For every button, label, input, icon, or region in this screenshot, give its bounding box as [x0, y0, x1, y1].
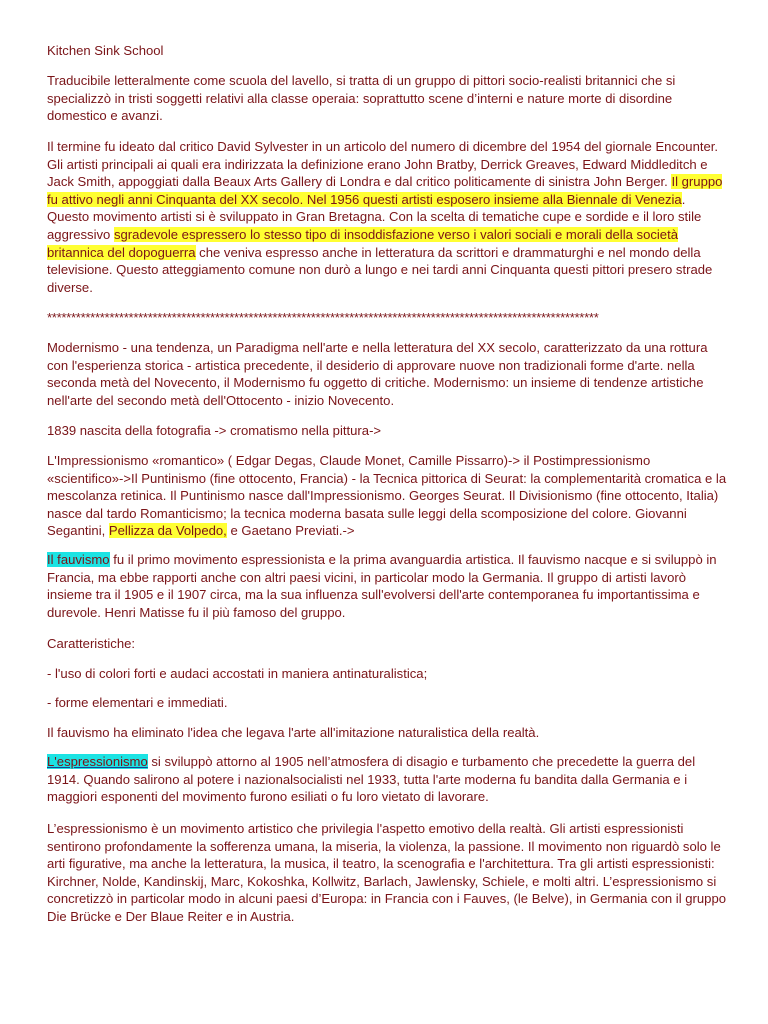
separator-line: *******************************************************************************************************************: [47, 310, 599, 325]
heading-caratteristiche: Caratteristiche:: [47, 636, 136, 651]
text-run: fu il primo movimento espressionista e la prima avanguardia artistica. Il fauvismo nacque e si sviluppò in Francia, ma ebbe rapporti anche con altri paesi vicini, in particolar modo la Germania. Il gruppo di artisti lavorò insieme tra il 1905 e il 1907 circa, ma la sua influenza sull'evolversi dell'arte contemporanea fu importantissima e durevole. Henri Matisse fu il più famoso del gruppo.: [47, 552, 717, 620]
text-run: . Questo movimento artisti si è sviluppato in Gran Bretagna. Con la scelta di tematiche cupe e sordide e il loro stile aggressivo: [47, 191, 702, 242]
highlighted-term: Il fauvismo: [47, 552, 110, 567]
paragraph-fauvismo-summary: Il fauvismo ha eliminato l'idea che legava l'arte all'imitazione naturalistica della realtà.: [47, 725, 540, 740]
paragraph-fauvismo: [47, 551, 727, 621]
paragraph-modernismo: Modernismo - una tendenza, un Paradigma nell'arte e nella letteratura del XX secolo, caratterizzato da una rottura con l'esperienza storica - artistica precedente, il desiderio di approvare nuove non tradizionali forme d'arte. nella seconda metà del Novecento, il Modernismo fu oggetto di critiche. Modernismo: un insieme di tendenze artistiche nell'arte del secondo metà dell'Ottocento - inizio Novecento.: [47, 340, 708, 408]
doc-title: Kitchen Sink School: [47, 43, 164, 58]
paragraph-impressionismo: [47, 452, 727, 540]
list-item-colori: - l'uso di colori forti e audaci accostati in maniera antinaturalistica;: [47, 666, 428, 681]
text-run: e Gaetano Previati.->: [226, 523, 355, 539]
highlighted-text: Il gruppo fu attivo negli anni Cinquanta del XX secolo. Nel 1956 questi artisti esposero insieme alla Biennale di Venezia: [47, 174, 723, 207]
paragraph-espressionismo-origin: [47, 753, 727, 806]
paragraph-kitchen-sink-history: [47, 138, 727, 296]
text-run: si sviluppò attorno al 1905 nell’atmosfera di disagio e turbamento che precedette la guerra del 1914. Quando salirono al potere i nazionalsocialisti nel 1933, tutta l'arte moderna fu bandita dalla Germania e i maggiori esponenti del movimento furono esiliati o fu loro vietato di lavorare.: [47, 754, 696, 805]
paragraph-fotografia: 1839 nascita della fotografia -> cromatismo nella pittura->: [47, 423, 382, 438]
paragraph-kitchen-sink-intro: Traducibile letteralmente come scuola del lavello, si tratta di un gruppo di pittori socio-realisti britannici che si specializzò in tristi soggetti relativi alla classe operaia: soprattutto scene d’interni e nature morte di disordine domestico e avanzi.: [47, 73, 676, 124]
highlighted-text: Pellizza da Volpedo,: [108, 523, 227, 539]
list-item-forme: - forme elementari e immediati.: [47, 695, 228, 710]
paragraph-espressionismo: L’espressionismo è un movimento artistico che privilegia l'aspetto emotivo della realtà. Gli artisti espressionisti sentirono profondamente la sofferenza umana, la miseria, la violenza, la passione. Il movimento non riguardò solo le arti figurative, ma anche la letteratura, la musica, il teatro, la scenografia e l'architettura. Tra gli artisti espressionisti: Kirchner, Nolde, Kandinskij, Marc, Kokoshka, Kollwitz, Barlach, Jawlensky, Schiele, e molti altri. L’espressionismo si concretizzò in particolar modo in alcuni paesi d’Europa: in Francia con i Fauves, (le Belve), in Germania con il gruppo Die Brücke e Der Blaue Reiter e in Austria.: [47, 821, 727, 924]
highlighted-text: sgradevole espressero lo stesso tipo di insoddisfazione verso i valori sociali e morali della società britannica del dopoguerra: [47, 226, 679, 260]
highlighted-term: L'espressionismo: [47, 754, 148, 769]
text-run: L'Impressionismo «romantico» ( Edgar Degas, Claude Monet, Camille Pissarro)-> il Postimpressionismo «scientifico»->Il Puntinismo (fine ottocento, Francia) - la Tecnica pittorica di Seurat: la complementarità cromatica e la mescolanza retinica. Il Puntinismo nasce dall'Impressionismo. Georges Seurat. Il Divisionismo (fine ottocento, Italia) nasce dal tardo Romanticismo; la tecnica moderna basata sulle leggi della scomposizione del colore. Giovanni Segantini,: [47, 453, 727, 539]
text-run: Il termine fu ideato dal critico David Sylvester in un articolo del numero di dicembre del 1954 del giornale Encounter. Gli artisti principali ai quali era indirizzata la definizione erano John Bratby, Derrick Greaves, Edward Middleditch e Jack Smith, appoggiati dalla Beaux Arts Gallery di Londra e dal critico politicamente di sinistra John Berger.: [47, 139, 719, 190]
text-run: che veniva espresso anche in letteratura da scrittori e drammaturghi e nel mondo della televisione. Questo atteggiamento comune non durò a lungo e nei tardi anni Cinquanta questi pittori presero strade diverse.: [47, 244, 713, 295]
